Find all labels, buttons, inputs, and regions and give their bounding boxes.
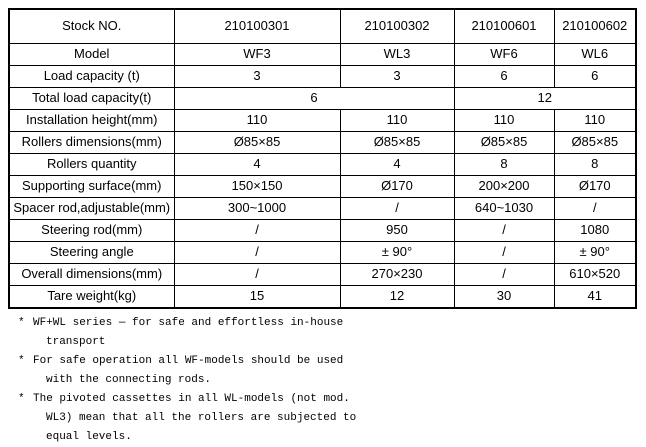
row-label: Overall dimensions(mm) bbox=[9, 264, 174, 286]
footnote-line: equal levels. bbox=[46, 431, 132, 443]
spec-cell: 110 bbox=[554, 110, 636, 132]
spec-cell: 3 bbox=[340, 66, 454, 88]
row-label: Rollers dimensions(mm) bbox=[9, 132, 174, 154]
table-row-spacer-rod bbox=[9, 198, 636, 220]
spec-cell: 8 bbox=[554, 154, 636, 176]
row-label: Model bbox=[9, 44, 174, 66]
asterisk-marker: * bbox=[18, 317, 25, 329]
footnote-line bbox=[8, 390, 646, 409]
asterisk-marker: * bbox=[18, 393, 25, 405]
table-row-rollers-quantity bbox=[9, 154, 636, 176]
footnotes-section bbox=[8, 314, 646, 447]
footnote-line: with the connecting rods. bbox=[46, 374, 212, 386]
row-label: Spacer rod,adjustable(mm) bbox=[9, 198, 174, 220]
table-row-steering-rod bbox=[9, 220, 636, 242]
asterisk-marker: * bbox=[18, 355, 25, 367]
spec-cell: 200×200 bbox=[454, 176, 554, 198]
footnote-safe-operation bbox=[8, 352, 646, 390]
table-row-total-load-capacity bbox=[9, 88, 636, 110]
spec-cell-merged: 12 bbox=[454, 88, 636, 110]
spec-cell: Ø85×85 bbox=[454, 132, 554, 154]
spec-cell: Ø85×85 bbox=[174, 132, 340, 154]
row-label: Steering angle bbox=[9, 242, 174, 264]
table-row-tare-weight bbox=[9, 286, 636, 309]
footnote-text: WF+WL series — for safe and effortless in-house bbox=[33, 317, 344, 329]
spec-cell: Ø85×85 bbox=[340, 132, 454, 154]
spec-cell: 1080 bbox=[554, 220, 636, 242]
spec-cell: 6 bbox=[554, 66, 636, 88]
row-label: Steering rod(mm) bbox=[9, 220, 174, 242]
spec-cell: / bbox=[174, 220, 340, 242]
spec-cell: 640~1030 bbox=[454, 198, 554, 220]
spec-cell: 12 bbox=[340, 286, 454, 309]
spec-cell: WF3 bbox=[174, 44, 340, 66]
spec-cell: WF6 bbox=[454, 44, 554, 66]
footnote-series bbox=[8, 314, 646, 352]
spec-cell: 4 bbox=[340, 154, 454, 176]
spec-cell: 4 bbox=[174, 154, 340, 176]
spec-cell: WL6 bbox=[554, 44, 636, 66]
spec-cell: ± 90° bbox=[554, 242, 636, 264]
table-row-stock-no bbox=[9, 9, 636, 44]
spec-cell: 15 bbox=[174, 286, 340, 309]
spec-cell-merged: 6 bbox=[174, 88, 454, 110]
spec-cell: / bbox=[454, 264, 554, 286]
row-label: Rollers quantity bbox=[9, 154, 174, 176]
product-spec-table bbox=[8, 8, 637, 309]
spec-cell: 110 bbox=[340, 110, 454, 132]
row-label: Supporting surface(mm) bbox=[9, 176, 174, 198]
spec-cell: Ø85×85 bbox=[554, 132, 636, 154]
spec-cell: 300~1000 bbox=[174, 198, 340, 220]
spec-cell: 610×520 bbox=[554, 264, 636, 286]
footnote-line bbox=[8, 352, 646, 371]
spec-cell: / bbox=[454, 242, 554, 264]
table-row-model bbox=[9, 44, 636, 66]
spec-cell: / bbox=[174, 264, 340, 286]
spec-cell: 8 bbox=[454, 154, 554, 176]
row-label: Load capacity (t) bbox=[9, 66, 174, 88]
footnote-text: The pivoted cassettes in all WL-models (not mod. bbox=[33, 393, 350, 405]
spec-cell: / bbox=[174, 242, 340, 264]
row-label: Installation height(mm) bbox=[9, 110, 174, 132]
footnote-line: transport bbox=[46, 336, 106, 348]
spec-cell: 150×150 bbox=[174, 176, 340, 198]
spec-cell: 41 bbox=[554, 286, 636, 309]
footnote-pivoted-cassettes bbox=[8, 390, 646, 447]
table-row-rollers-dimensions bbox=[9, 132, 636, 154]
spec-cell: 3 bbox=[174, 66, 340, 88]
stock-no-cell: 210100601 bbox=[454, 9, 554, 44]
spec-cell: 950 bbox=[340, 220, 454, 242]
table-row-load-capacity bbox=[9, 66, 636, 88]
spec-cell: Ø170 bbox=[554, 176, 636, 198]
table-row-steering-angle bbox=[9, 242, 636, 264]
row-label: Stock NO. bbox=[9, 9, 174, 44]
spec-cell: WL3 bbox=[340, 44, 454, 66]
spec-cell: ± 90° bbox=[340, 242, 454, 264]
table-row-installation-height bbox=[9, 110, 636, 132]
row-label: Total load capacity(t) bbox=[9, 88, 174, 110]
row-label: Tare weight(kg) bbox=[9, 286, 174, 309]
spec-cell: / bbox=[454, 220, 554, 242]
stock-no-cell: 210100302 bbox=[340, 9, 454, 44]
stock-no-cell: 210100301 bbox=[174, 9, 340, 44]
spec-cell: 270×230 bbox=[340, 264, 454, 286]
spec-cell: 6 bbox=[454, 66, 554, 88]
spec-cell: 30 bbox=[454, 286, 554, 309]
stock-no-cell: 210100602 bbox=[554, 9, 636, 44]
spec-cell: / bbox=[554, 198, 636, 220]
spec-cell: Ø170 bbox=[340, 176, 454, 198]
footnote-line: WL3) mean that all the rollers are subjected to bbox=[46, 412, 357, 424]
table-row-supporting-surface bbox=[9, 176, 636, 198]
spec-cell: 110 bbox=[454, 110, 554, 132]
footnote-line bbox=[8, 314, 646, 333]
spec-cell: / bbox=[340, 198, 454, 220]
table-row-overall-dimensions bbox=[9, 264, 636, 286]
spec-cell: 110 bbox=[174, 110, 340, 132]
footnote-text: For safe operation all WF-models should be used bbox=[33, 355, 344, 367]
